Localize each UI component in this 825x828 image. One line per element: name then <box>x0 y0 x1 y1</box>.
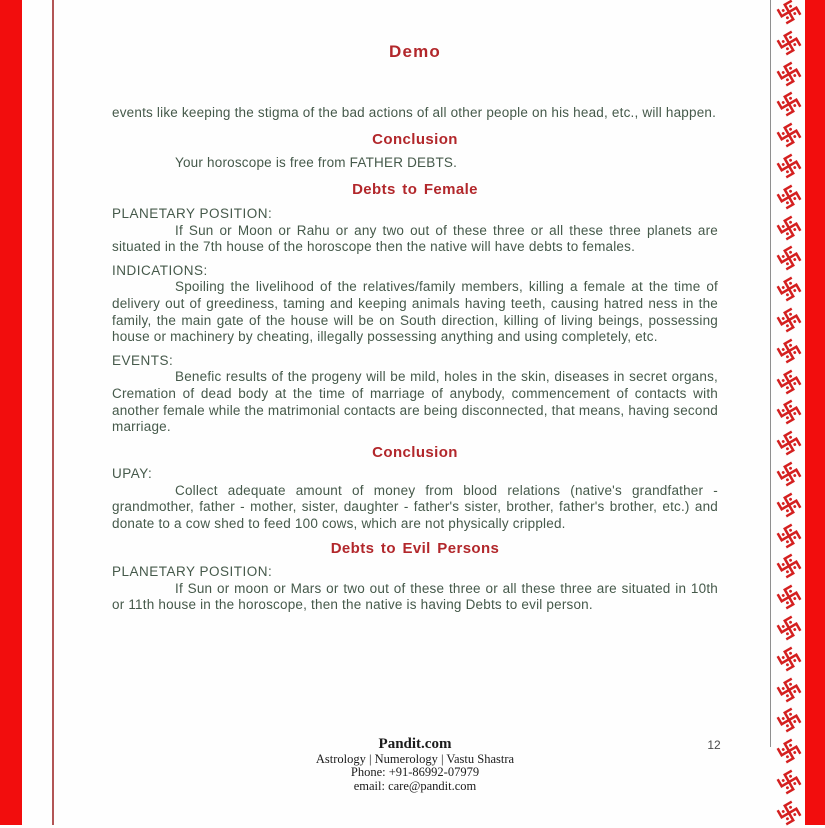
swastika-icon <box>773 367 803 397</box>
paragraph-upay: Collect adequate amount of money from blood relations (native's grandfather - grandmother, father - mother, sister, daughter - father's sister, brother, father's brother, etc.) and donate to a cow shed to feed 100 cows, which are not physically crippled. <box>112 482 718 532</box>
heading-debts-to-evil-persons: Debts to Evil Persons <box>330 539 500 557</box>
swastika-icon <box>773 28 803 58</box>
swastika-icon <box>773 551 803 581</box>
paragraph-events: Benefic results of the progeny will be mild, holes in the skin, diseases in secret organs, Cremation of dead body at the time of marriage of anybody, commencement of contacts with another female while the matrimonial contacts are being disconnected, that means, having second marriage. <box>112 369 718 435</box>
swastika-icon <box>773 705 803 735</box>
label-planetary-position: PLANETARY POSITION: <box>112 205 273 221</box>
paragraph-planetary-position-female: If Sun or Moon or Rahu or any two out of these three or all these three planets are situated in the 7th house of the horoscope then the native will have debts to females. <box>112 222 718 255</box>
swastika-icon <box>773 243 803 273</box>
paragraph-planetary-position-evil: If Sun or moon or Mars or two out of these three or all these three are situated in 10th or 11th house in the horoscope, then the native is having Debts to evil person. <box>112 580 718 613</box>
right-red-bar <box>805 0 825 825</box>
left-margin-line <box>52 0 54 825</box>
swastika-icon <box>773 521 803 551</box>
swastika-icon <box>773 459 803 489</box>
section-indications <box>112 263 718 346</box>
footer-email: email: care@pandit.com <box>353 778 477 793</box>
section-planetary-position-evil <box>112 564 718 614</box>
page-footer <box>112 736 718 793</box>
label-upay: UPAY: <box>112 466 153 482</box>
swastika-icon <box>773 675 803 705</box>
footer-phone: Phone: +91-86992-07979 <box>350 765 480 780</box>
section-planetary-position-female <box>112 206 718 256</box>
left-red-bar <box>0 0 22 825</box>
swastika-icon <box>773 89 803 119</box>
swastika-icon <box>773 305 803 335</box>
section-events <box>112 353 718 436</box>
page-number: 12 <box>707 738 721 752</box>
right-margin-line <box>770 0 771 747</box>
swastika-icon <box>773 736 803 766</box>
swastika-icon <box>773 213 803 243</box>
label-events: EVENTS: <box>112 352 174 368</box>
label-indications: INDICATIONS: <box>112 262 208 278</box>
swastika-icon <box>773 397 803 427</box>
page-title: Demo <box>388 42 442 61</box>
swastika-icon <box>773 0 803 27</box>
swastika-icon <box>773 798 803 828</box>
conclusion-father-debts-line: Your horoscope is free from FATHER DEBTS. <box>175 154 458 170</box>
swastika-icon <box>773 490 803 520</box>
swastika-icon <box>773 582 803 612</box>
swastika-column <box>772 0 805 825</box>
heading-debts-to-female: Debts to Female <box>352 181 478 199</box>
swastika-icon <box>773 274 803 304</box>
swastika-icon <box>773 428 803 458</box>
swastika-icon <box>773 613 803 643</box>
swastika-icon <box>773 336 803 366</box>
swastika-icon <box>773 644 803 674</box>
heading-conclusion-father-debts: Conclusion <box>372 131 458 149</box>
swastika-icon <box>773 151 803 181</box>
footer-tagline: Astrology | Numerology | Vastu Shastra <box>315 752 515 766</box>
swastika-icon <box>773 59 803 89</box>
footer-brand: Pandit.com <box>378 736 452 752</box>
swastika-icon <box>773 120 803 150</box>
label-planetary-position-evil: PLANETARY POSITION: <box>112 564 273 580</box>
swastika-icon <box>773 767 803 797</box>
section-upay <box>112 466 718 532</box>
heading-conclusion-female-debts: Conclusion <box>372 443 458 461</box>
paragraph-indications: Spoiling the livelihood of the relatives/family members, killing a female at the time of delivery out of greediness, taming and keeping animals having teeth, causing hatred ness in the family, the main gate of the house will be on South direction, killing of living beings, possessing house or machinery by cheating, illegally possessing anything and using completely, etc. <box>112 279 718 345</box>
paragraph-intro: events like keeping the stigma of the bad actions of all other people on his head, etc., will happen. <box>112 104 717 120</box>
content-area <box>112 0 718 614</box>
swastika-icon <box>773 182 803 212</box>
